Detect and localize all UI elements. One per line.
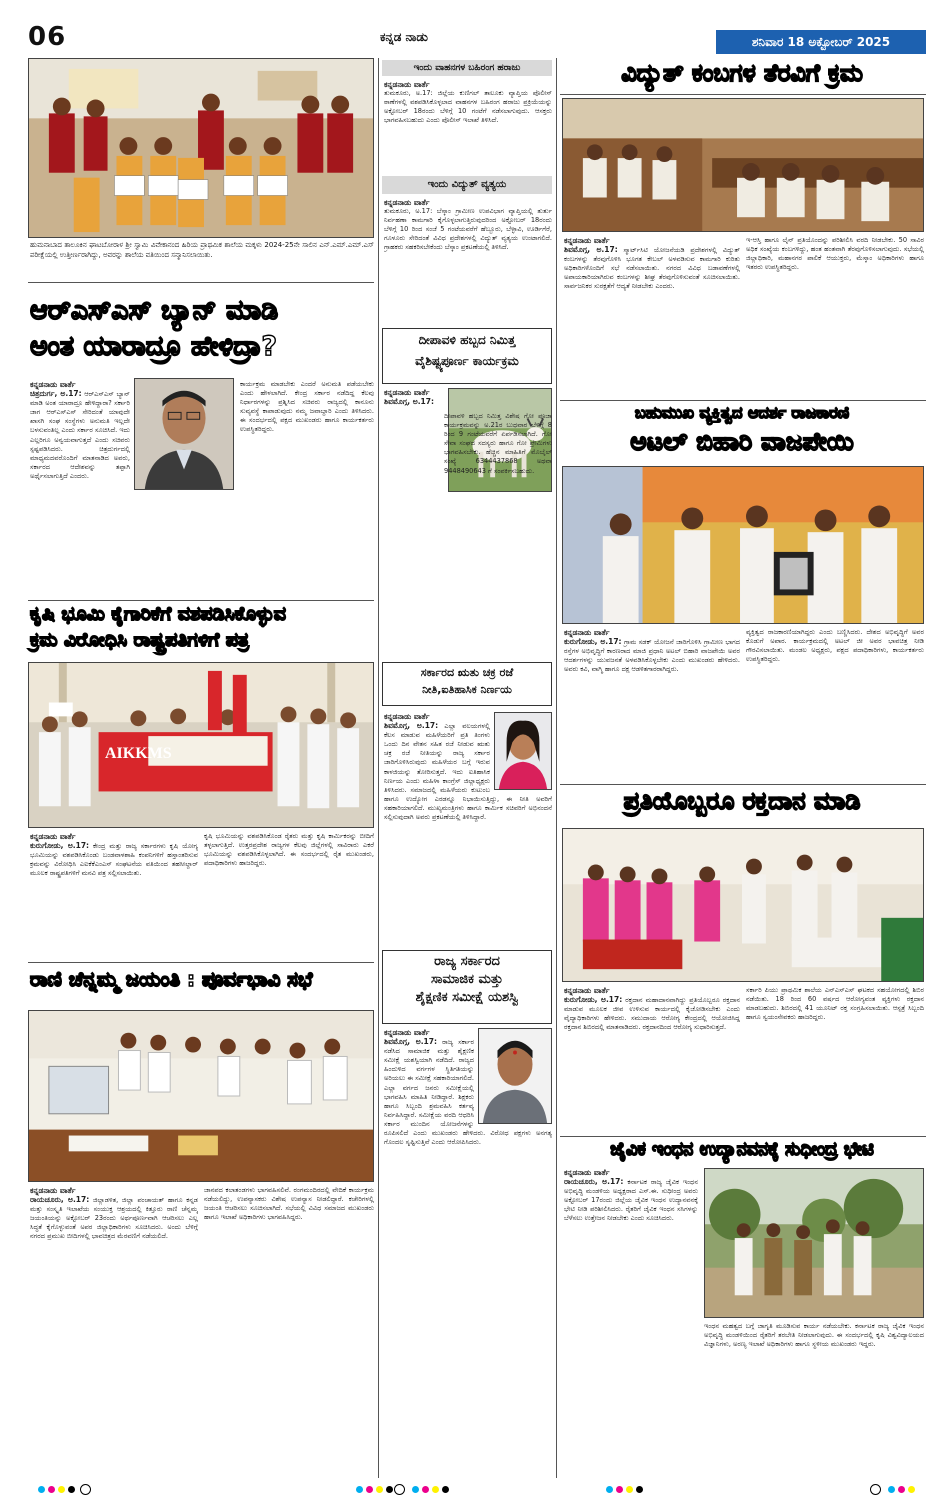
survey-headline-line2: ಸಾಮಾಜಿಕ ಮತ್ತು <box>430 972 504 987</box>
survey-body <box>384 1028 552 1478</box>
survey-dateline: ಶಿವಮೊಗ್ಗ, ಅ.17: <box>384 1037 437 1047</box>
survey-text: ರಾಜ್ಯ ಸರ್ಕಾರ ನಡೆಸಿದ ಸಾಮಾಜಿಕ ಮತ್ತು ಶೈಕ್ಷಣಿಕ ಸಮೀಕ್ಷೆ ಯಶಸ್ವಿಯಾಗಿ ನಡೆದಿದೆ. ರಾಜ್ಯದ ಹಿಂದುಳಿದ ವರ್ಗಗಳ ಸ್ಥಿತಿಗತಿಯನ್ನು ಅರಿಯಲು ಈ ಸಮೀಕ್ಷೆ ಸಹಕಾರಿಯಾಗಲಿದೆ. ಎಲ್ಲಾ ವರ್ಗದ ಜನರು ಸಮೀಕ್ಷೆಯಲ್ಲಿ ಭಾಗವಹಿಸಿ ಮಾಹಿತಿ ನೀಡಿದ್ದಾರೆ. ಶಿಕ್ಷಕರು ಹಾಗೂ ಸಿಬ್ಬಂದಿ ಶ್ರಮವಹಿಸಿ ಕರ್ತವ್ಯ ನಿರ್ವಹಿಸಿದ್ದಾರೆ. ಸಮೀಕ್ಷೆಯ ವರದಿ ಆಧರಿಸಿ ಸರ್ಕಾರ ಮುಂದಿನ ಯೋಜನೆಗಳನ್ನು ರೂಪಿಸಲಿದೆ ಎಂದು ಮುಖಂಡರು ಹೇಳಿದರು. ವಿರೋಧ ಪಕ್ಷಗಳು ಅನಗತ್ಯ ಗೊಂದಲ ಸೃಷ್ಟಿಸುತ್ತಿವೆ ಎಂದು ಆರೋಪಿಸಿದರು. <box>384 1038 552 1147</box>
poles-dateline: ಶಿವಮೊಗ್ಗ, ಅ.17: <box>564 245 618 255</box>
traffic-byline: ಕನ್ನಡನಾಡು ವಾರ್ತೆ <box>384 80 430 89</box>
survey-headline-line1: ರಾಜ್ಯ ಸರ್ಕಾರದ <box>434 954 500 969</box>
column-rule <box>378 58 379 1478</box>
minister-portrait <box>134 378 234 490</box>
biofuel-byline: ಕನ್ನಡನಾಡು ವಾರ್ತೆ <box>564 1168 610 1177</box>
power-cut-text: ತುಮಕೂರು, ಅ.17: ಬೆಸ್ಕಾಂ ಗ್ರಾಮೀಣ ಉಪವಿಭಾಗ ವ್ಯಾಪ್ತಿಯಲ್ಲಿ ತುರ್ತು ನಿರ್ವಹಣಾ ಕಾಮಗಾರಿ ಕೈಗೊಳ್ಳಲಾಗುತ್ತಿರುವುದರಿಂದ ಅಕ್ಟೋಬರ್ 18ರಂದು ಬೆಳಿಗ್ಗೆ 10 ರಿಂದ ಸಂಜೆ 5 ಗಂಟೆಯವರೆಗೆ ಹೆಬ್ಬೂರು, ಬೆಳ್ಳಾವಿ, ಊರ್ಡಿಗೆರೆ, ಗೂಳೂರು ಸೇರಿದಂತೆ ವಿವಿಧ ಪ್ರದೇಶಗಳಲ್ಲಿ ವಿದ್ಯುತ್ ವ್ಯತ್ಯಯ ಉಂಟಾಗಲಿದೆ. ಗ್ರಾಹಕರು ಸಹಕರಿಸಬೇಕೆಂದು ಬೆಸ್ಕಾಂ ಪ್ರಕಟಣೆಯಲ್ಲಿ ತಿಳಿಸಿದೆ. <box>384 207 552 252</box>
atal-body-col2 <box>746 628 924 778</box>
color-registration-center <box>356 1486 393 1493</box>
land-text-1: ಕೇಂದ್ರ ಮತ್ತು ರಾಜ್ಯ ಸರ್ಕಾರಗಳು ಕೃಷಿ ಯೋಗ್ಯ ಭೂಮಿಯನ್ನು ವಶಪಡಿಸಿಕೊಂಡು ಬಂಡವಾಳಶಾಹಿ ಕಂಪನಿಗಳಿಗೆ ಹಸ್ತಾಂತರಿಸುವ ಕ್ರಮವನ್ನು ವಿರೋಧಿಸಿ ಎಐಕೆಕೆಎಂಎಸ್ ಸಂಘಟನೆಯ ವತಿಯಿಂದ ತಹಸೀಲ್ದಾರ್ ಮೂಲಕ ರಾಷ್ಟ್ರಪತಿಗಳಿಗೆ ಮನವಿ ಪತ್ರ ಸಲ್ಲಿಸಲಾಯಿತು. <box>30 842 198 878</box>
rss-text-2: ಕಾರ್ಯಕ್ರಮ ಮಾಡಬೇಕು ಎಂದರೆ ಅನುಮತಿ ಪಡೆಯಬೇಕು ಎಂದು ಹೇಳಲಾಗಿದೆ. ಕೇಂದ್ರ ಸರ್ಕಾರ ನಡೆದಿದ್ದ ಕೆಲವು ನಿರ್ಧಾರಗಳನ್ನು ಪ್ರಶ್ನಿಸಿದ ಸಚಿವರು ರಾಜ್ಯದಲ್ಲಿ ಕಾನೂನು ಸುವ್ಯವಸ್ಥೆ ಕಾಪಾಡುವುದು ನಮ್ಮ ಜವಾಬ್ದಾರಿ ಎಂದು ತಿಳಿಸಿದರು. ಈ ಸಂದರ್ಭದಲ್ಲಿ ಪಕ್ಷದ ಮುಖಂಡರು ಹಾಗೂ ಕಾರ್ಯಕರ್ತರು ಉಪಸ್ಥಿತರಿದ್ದರು. <box>240 380 374 434</box>
color-registration-center2 <box>412 1486 449 1493</box>
poles-headline: ವಿದ್ಯುತ್ ಕಂಬಗಳ ತೆರವಿಗೆ ಕ್ರಮ <box>621 59 863 87</box>
biofuel-body-col1 <box>564 1168 698 1478</box>
chennamma-byline: ಕನ್ನಡನಾಡು ವಾರ್ತೆ <box>30 1186 76 1195</box>
menstrual-headline-line1: ಸರ್ಕಾರದ ಋತು ಚಕ್ರ ರಜೆ <box>420 666 514 679</box>
land-headline-line1: ಕೃಷಿ ಭೂಮಿ ಕೈಗಾರಿಕೆಗೆ ವಶಪಡಿಸಿಕೊಳ್ಳುವ <box>30 603 286 625</box>
atal-headline: ಅಟಲ್ ಬಿಹಾರಿ ವಾಜಪೇಯಿ <box>630 427 854 456</box>
rss-text-1: ಆರ್‌ಎಸ್‌ಎಸ್ ಬ್ಯಾನ್ ಮಾಡಿ ಅಂತ ಯಾರಾದ್ರೂ ಹೇಳಿದ್ದಾರಾ? ಸರ್ಕಾರಿ ಜಾಗ ಆರ್‌ಎಸ್‌ಎಸ್ ಸೇರಿದಂತೆ ಯಾವುದೇ ಖಾಸಗಿ ಸಂಘ ಸಂಸ್ಥೆಗಳು ಅನುಮತಿ ಇಲ್ಲದೇ ಬಳಸುವಂತಿಲ್ಲ ಎಂದು ಸರ್ಕಾರ ಸೂಚಿಸಿದೆ. ಇದು ಎಲ್ಲರಿಗೂ ಅನ್ವಯವಾಗುತ್ತದೆ ಎಂದು ಸಚಿವರು ಸ್ಪಷ್ಟಪಡಿಸಿದರು. ಚಿತ್ರದುರ್ಗದಲ್ಲಿ ಮಾಧ್ಯಮದವರೊಂದಿಗೆ ಮಾತನಾಡಿದ ಅವರು, ಸರ್ಕಾರದ ಆದೇಶವನ್ನು ತಪ್ಪಾಗಿ ಅರ್ಥೈಸಲಾಗುತ್ತಿದೆ ಎಂದರು. <box>30 390 130 480</box>
deepavali-dateline: ಶಿವಮೊಗ್ಗ, ಅ.17: <box>384 397 434 407</box>
poles-text-2: ಇ-ಆಸ್ತಿ ಹಾಗೂ ಲೈನ್ ಪ್ರತಿಯೊಂದನ್ನು ಪರಿಶೀಲಿಸಿ ವರದಿ ನೀಡಬೇಕು. 50 ಸಾವಿರ ಅಧಿಕ ಸಂಖ್ಯೆಯ ಕಂಬಗಳಿದ್ದು, ಹಂತ ಹಂತವಾಗಿ ತೆರವುಗೊಳಿಸಲಾಗುವುದು. ಸಭೆಯಲ್ಲಿ ಜಿಲ್ಲಾಧಿಕಾರಿ, ಮಹಾನಗರ ಪಾಲಿಕೆ ಆಯುಕ್ತರು, ಮೆಸ್ಕಾಂ ಅಧಿಕಾರಿಗಳು ಹಾಗೂ ಇತರರು ಉಪಸ್ಥಿತರಿದ್ದರು. <box>746 236 924 272</box>
rss-headline-line2: ಅಂತ ಯಾರಾದ್ರೂ ಹೇಳಿದ್ರಾ? <box>30 331 278 362</box>
rule <box>28 962 374 963</box>
deepavali-body <box>384 412 552 660</box>
survey-headline-box <box>382 950 552 1024</box>
rss-headline-line1: ಆರ್‌ಎಸ್‌ಎಸ್ ಬ್ಯಾನ್ ಮಾಡಿ <box>30 295 279 326</box>
registration-mark-center <box>394 1484 405 1495</box>
blood-body-col1 <box>564 986 740 1132</box>
aikkms-protest-photo <box>28 662 374 828</box>
atal-text-1: ಗ್ರಾಮ ಸಡಕ್ ಯೋಜನೆ ಜಾರಿಗೊಳಿಸಿ ಗ್ರಾಮೀಣ ಭಾಗದ ರಸ್ತೆಗಳ ಅಭಿವೃದ್ಧಿಗೆ ಕಾರಣರಾದ ಮಾಜಿ ಪ್ರಧಾನಿ ಅಟಲ್ ಬಿಹಾರಿ ವಾಜಪೇಯಿ ಅವರ ಆದರ್ಶಗಳನ್ನು ಯುವಜನತೆ ಅಳವಡಿಸಿಕೊಳ್ಳಬೇಕು ಎಂದು ಮುಖಂಡರು ಹೇಳಿದರು. ಅವರು ಕವಿ, ವಾಗ್ಮಿ ಹಾಗೂ ದಕ್ಷ ಆಡಳಿತಗಾರರಾಗಿದ್ದರು. <box>564 638 740 674</box>
color-registration-far-right <box>888 1486 915 1493</box>
masthead: ಕನ್ನಡ ನಾಡು <box>380 30 428 44</box>
land-body-col2 <box>204 832 374 958</box>
rss-body-col2 <box>240 380 374 598</box>
menstrual-text: ಎಲ್ಲಾ ವಲಯಗಳಲ್ಲಿ ಕೆಲಸ ಮಾಡುವ ಮಹಿಳೆಯರಿಗೆ ಪ್ರತಿ ತಿಂಗಳು ಒಂದು ದಿನ ವೇತನ ಸಹಿತ ರಜೆ ನೀಡುವ ಋತು ಚಕ್ರ ರಜೆ ನೀತಿಯನ್ನು ರಾಜ್ಯ ಸರ್ಕಾರ ಜಾರಿಗೊಳಿಸಿರುವುದು ಮಹಿಳೆಯರ ಬಗ್ಗೆ ಇರುವ ಕಾಳಜಿಯನ್ನು ತೋರಿಸುತ್ತದೆ. ಇದು ಐತಿಹಾಸಿಕ ನಿರ್ಣಯ ಎಂದು ಮಹಿಳಾ ಕಾಂಗ್ರೆಸ್ ಜಿಲ್ಲಾಧ್ಯಕ್ಷರು ತಿಳಿಸಿದರು. ಸಮಾಜದಲ್ಲಿ ಮಹಿಳೆಯರು ಕುಟುಂಬ ಹಾಗೂ ಉದ್ಯೋಗ ಎರಡನ್ನೂ ನಿಭಾಯಿಸುತ್ತಿದ್ದು, ಈ ನೀತಿ ಅವರಿಗೆ ಸಹಕಾರಿಯಾಗಲಿದೆ. ಮುಖ್ಯಮಂತ್ರಿಗಳು ಹಾಗೂ ಕಾರ್ಮಿಕ ಸಚಿವರಿಗೆ ಅಭಿನಂದನೆ ಸಲ್ಲಿಸುವುದಾಗಿ ಅವರು ಪ್ರಕಟಣೆಯಲ್ಲಿ ತಿಳಿಸಿದ್ದಾರೆ. <box>384 722 552 822</box>
traffic-body <box>384 80 552 172</box>
atal-body-col1 <box>564 628 740 778</box>
biofuel-headline: ಜೈವಿಕ ಇಂಧನ ಉದ್ಯಾನವನಕ್ಕೆ ಸುಧೀಂದ್ರ ಭೇಟಿ <box>610 1139 874 1160</box>
deepavali-text: ದೀಪಾವಳಿ ಹಬ್ಬದ ನಿಮಿತ್ತ ವಿಶೇಷ ಗೋ ಪೂಜಾ ಕಾರ್ಯಕ್ರಮವನ್ನು ಅ.21ರ ಬುಧವಾರ ಬೆಳಿಗ್ಗೆ 8 ರಿಂದ 9 ಗಂಟೆಯವರೆಗೆ ಏರ್ಪಡಿಸಲಾಗಿದೆ. ಗೋ ಸೇವಾ ಸಂಘದ ಸದಸ್ಯರು ಹಾಗೂ ಗೋ ಪ್ರೇಮಿಗಳು ಭಾಗವಹಿಸಬೇಕು. ಹೆಚ್ಚಿನ ಮಾಹಿತಿಗೆ ಮೊಬೈಲ್ ಸಂಖ್ಯೆ 6344437868 ಅಥವಾ 9448490643 ಗೆ ಸಂಪರ್ಕಿಸಬಹುದು. <box>444 412 552 475</box>
blood-headline: ಪ್ರತಿಯೊಬ್ಬರೂ ರಕ್ತದಾನ ಮಾಡಿ <box>623 787 861 815</box>
rss-byline: ಕನ್ನಡನಾಡು ವಾರ್ತೆ <box>30 380 76 389</box>
chennamma-headline: ರಾಣಿ ಚೆನ್ನಮ್ಮ ಜಯಂತಿ : ಪೂರ್ವಭಾವಿ ಸಭೆ <box>30 967 313 991</box>
deepavali-headline-box <box>382 328 552 384</box>
blood-text-1: ರಕ್ತದಾನ ಮಹಾದಾನವಾಗಿದ್ದು ಪ್ರತಿಯೊಬ್ಬರೂ ರಕ್ತದಾನ ಮಾಡುವ ಮೂಲಕ ಜೀವ ಉಳಿಸುವ ಕಾರ್ಯದಲ್ಲಿ ಕೈಜೋಡಿಸಬೇಕು ಎಂದು ವೈದ್ಯಾಧಿಕಾರಿಗಳು ಹೇಳಿದರು. ಸಮುದಾಯ ಆರೋಗ್ಯ ಕೇಂದ್ರದಲ್ಲಿ ಆಯೋಜಿಸಿದ್ದ ರಕ್ತದಾನ ಶಿಬಿರದಲ್ಲಿ ಮಾತನಾಡಿದರು. ರಕ್ತದಾನದಿಂದ ಆರೋಗ್ಯ ಸುಧಾರಿಸುತ್ತದೆ. <box>564 996 740 1032</box>
students-caption: ಹುಮನಾಬಾದ ತಾಲೂಕಿನ ಘಾಟಬೋರಾಳ ಶ್ರೀ ಸ್ವಾಮಿ ವಿವೇಕಾನಂದ ಹಿರಿಯ ಪ್ರಾಥಮಿಕ ಶಾಲೆಯ ಮಕ್ಕಳು 2024-25ನೇ ಸಾಲಿನ ಎನ್.ಎಮ್.ಎಮ್.ಎಸ್ ಪರೀಕ್ಷೆಯಲ್ಲಿ ಉತ್ತೀರ್ಣರಾಗಿದ್ದು, ಅವರನ್ನು ಶಾಲೆಯ ವತಿಯಿಂದ ಸನ್ಮಾನಿಸಲಾಯಿತು. <box>30 241 374 259</box>
deepavali-byline: ಕನ್ನಡನಾಡು ವಾರ್ತೆ <box>384 388 430 397</box>
atal-felicitation-photo <box>562 466 924 624</box>
meeting-photo <box>28 1010 374 1182</box>
rss-dateline: ಚಿತ್ರದುರ್ಗ, ಅ.17: <box>30 389 82 399</box>
biofuel-body-col2 <box>704 1322 924 1478</box>
menstrual-headline-line2: ನೀತಿ,ಐತಿಹಾಸಿಕ ನಿರ್ಣಯ <box>422 683 512 696</box>
rule <box>560 94 926 95</box>
poles-text-1: ಸ್ಮಾರ್ಟ್‌ಸಿಟಿ ಯೋಜನೆಯಡಿ ಪ್ರದೇಶಗಳಲ್ಲಿ ವಿದ್ಯುತ್ ಕಂಬಗಳನ್ನು ತೆರವುಗೊಳಿಸಿ ಭೂಗತ ಕೇಬಲ್ ಅಳವಡಿಸುವ ಕಾಮಗಾರಿ ಕುರಿತು ಅಧಿಕಾರಿಗಳೊಂದಿಗೆ ಸಭೆ ನಡೆಸಲಾಯಿತು. ನಗರದ ವಿವಿಧ ಬಡಾವಣೆಗಳಲ್ಲಿ ಅಪಾಯಕಾರಿಯಾಗಿರುವ ಕಂಬಗಳನ್ನು ಶೀಘ್ರ ತೆರವುಗೊಳಿಸುವಂತೆ ಸೂಚಿಸಲಾಯಿತು. ಸಾರ್ವಜನಿಕರ ಸುರಕ್ಷತೆಗೆ ಆದ್ಯತೆ ನೀಡಬೇಕು ಎಂದರು. <box>564 246 740 291</box>
issue-date: ಶನಿವಾರ 18 ಅಕ್ಟೋಬರ್ 2025 <box>716 30 926 54</box>
atal-byline: ಕನ್ನಡನಾಡು ವಾರ್ತೆ <box>564 628 610 637</box>
deepavali-headline-line1: ದೀಪಾವಳಿ ಹಬ್ಬದ ನಿಮಿತ್ತ <box>418 333 516 347</box>
menstrual-headline-box <box>382 662 552 706</box>
power-cut-byline: ಕನ್ನಡನಾಡು ವಾರ್ತೆ <box>384 198 430 207</box>
survey-headline-line3: ಶೈಕ್ಷಣಿಕ ಸಮೀಕ್ಷೆ ಯಶಸ್ವಿ <box>415 990 519 1005</box>
page-number: 06 <box>28 22 67 52</box>
poles-body-col2 <box>746 236 924 396</box>
rule <box>560 400 926 401</box>
survey-byline: ಕನ್ನಡನಾಡು ವಾರ್ತೆ <box>384 1028 430 1037</box>
rule <box>560 1136 926 1137</box>
blood-byline: ಕನ್ನಡನಾಡು ವಾರ್ತೆ <box>564 986 610 995</box>
blood-dateline: ಕುರುಗೋಡು, ಅ.17: <box>564 995 623 1005</box>
biofuel-text-1: ಕರ್ನಾಟಕ ರಾಜ್ಯ ಜೈವಿಕ ಇಂಧನ ಅಭಿವೃದ್ಧಿ ಮಂಡಳಿಯ ಅಧ್ಯಕ್ಷರಾದ ಎಸ್.ಈ. ಸುಧೀಂದ್ರ ಅವರು ಅಕ್ಟೋಬರ್ 17ರಂದು ಜಿಲ್ಲೆಯ ಜೈವಿಕ ಇಂಧನ ಉದ್ಯಾನವನಕ್ಕೆ ಭೇಟಿ ನೀಡಿ ಪರಿಶೀಲಿಸಿದರು. ರೈತರಿಗೆ ಜೈವಿಕ ಇಂಧನ ಸಸಿಗಳನ್ನು ಬೆಳೆಸಲು ಉತ್ತೇಜನ ನೀಡಬೇಕು ಎಂದು ಸೂಚಿಸಿದರು. <box>564 1178 698 1223</box>
chennamma-body-col1 <box>30 1186 198 1476</box>
deepavali-headline-line2: ವೈಶಿಷ್ಟ್ಯಪೂರ್ಣ ಕಾರ್ಯಕ್ರಮ <box>415 354 519 368</box>
rule <box>560 784 926 785</box>
power-cut-body <box>384 198 552 322</box>
biofuel-dateline: ರಾಯಚೂರು, ಅ.17: <box>564 1177 624 1187</box>
traffic-text: ತುಮಕೂರು, ಅ.17: ಜಿಲ್ಲೆಯ ಕುಣಿಗಲ್ ತಾಲೂಕು ವ್ಯಾಪ್ತಿಯ ಪೊಲೀಸ್ ಠಾಣೆಗಳಲ್ಲಿ ವಶಪಡಿಸಿಕೊಳ್ಳಲಾದ ವಾಹನಗಳ ಬಹಿರಂಗ ಹರಾಜು ಪ್ರಕ್ರಿಯೆಯನ್ನು ಅಕ್ಟೋಬರ್ 18ರಂದು ಬೆಳಿಗ್ಗೆ 10 ಗಂಟೆಗೆ ನಡೆಸಲಾಗುವುದು. ಆಸಕ್ತರು ಭಾಗವಹಿಸಬಹುದು ಎಂದು ಪೊಲೀಸ್ ಇಲಾಖೆ ತಿಳಿಸಿದೆ. <box>384 89 552 125</box>
chennamma-text-2: ಜಾನಪದ ಕಲಾತಂಡಗಳು ಭಾಗವಹಿಸಲಿವೆ. ರಂಗಮಂದಿರದಲ್ಲಿ ವೇದಿಕೆ ಕಾರ್ಯಕ್ರಮ ನಡೆಯಲಿದ್ದು, ಉಪನ್ಯಾಸಕರು ವಿಶೇಷ ಉಪನ್ಯಾಸ ನೀಡಲಿದ್ದಾರೆ. ಕಚೇರಿಗಳಲ್ಲಿ ಜಯಂತಿ ಆಚರಿಸಲು ಸೂಚಿಸಲಾಗಿದೆ. ಸಭೆಯಲ್ಲಿ ವಿವಿಧ ಸಮಾಜದ ಮುಖಂಡರು ಹಾಗೂ ಇಲಾಖೆ ಅಧಿಕಾರಿಗಳು ಭಾಗವಹಿಸಿದ್ದರು. <box>204 1186 374 1222</box>
rule <box>28 600 374 601</box>
chennamma-dateline: ರಾಯಚೂರು, ಅ.17: <box>30 1195 90 1205</box>
menstrual-dateline: ಶಿವಮೊಗ್ಗ, ಅ.17: <box>384 721 439 731</box>
menstrual-body <box>384 712 552 946</box>
blood-text-2: ಸರ್ಕಾರಿ ಪಿಯು ಪ್ರಾಥಮಿಕ ಶಾಲೆಯ ಎನ್‌ಎಸ್‌ಎಸ್ ಘಟಕದ ಸಹಯೋಗದಲ್ಲಿ ಶಿಬಿರ ನಡೆಯಿತು. 18 ರಿಂದ 60 ವರ್ಷದ ಆರೋಗ್ಯವಂತ ವ್ಯಕ್ತಿಗಳು ರಕ್ತದಾನ ಮಾಡಬಹುದು. ಶಿಬಿರದಲ್ಲಿ 41 ಯೂನಿಟ್ ರಕ್ತ ಸಂಗ್ರಹಿಸಲಾಯಿತು. ಆಸ್ಪತ್ರೆ ಸಿಬ್ಬಂದಿ ಹಾಗೂ ಸ್ವಯಂಸೇವಕರು ಹಾಜರಿದ್ದರು. <box>746 986 924 1022</box>
registration-mark-right <box>870 1484 881 1495</box>
land-byline: ಕನ್ನಡನಾಡು ವಾರ್ತೆ <box>30 832 76 841</box>
aikkms-banner-text: AIKKMS <box>105 745 172 762</box>
color-registration-left <box>38 1486 75 1493</box>
land-text-2: ಕೃಷಿ ಭೂಮಿಯನ್ನು ವಶಪಡಿಸಿಕೊಂಡ ರೈತರು ಮತ್ತು ಕೃಷಿ ಕಾರ್ಮಿಕರನ್ನು ಬೀದಿಗೆ ತಳ್ಳಲಾಗುತ್ತಿದೆ. ಉತ್ತರಪ್ರದೇಶ ರಾಜ್ಯಗಳ ಕೆಲವು ಜಿಲ್ಲೆಗಳಲ್ಲಿ ಸಾವಿರಾರು ಎಕರೆ ಭೂಮಿಯನ್ನು ವಶಪಡಿಸಿಕೊಳ್ಳಲಾಗಿದೆ. ಈ ಸಂದರ್ಭದಲ್ಲಿ ರೈತ ಮುಖಂಡರು, ಪದಾಧಿಕಾರಿಗಳು ಹಾಜರಿದ್ದರು. <box>204 832 374 868</box>
poles-byline: ಕನ್ನಡನಾಡು ವಾರ್ತೆ <box>564 236 610 245</box>
officials-meeting-photo <box>562 98 924 232</box>
power-cut-headline: ಇಂದು ವಿದ್ಯುತ್ ವ್ಯತ್ಯಯ <box>382 176 552 194</box>
registration-mark-left <box>80 1484 91 1495</box>
poles-body-col1 <box>564 236 740 396</box>
page-header <box>0 0 945 56</box>
blood-camp-photo <box>562 828 924 982</box>
rule <box>28 282 374 283</box>
biofuel-park-photo <box>704 1168 924 1318</box>
rss-body-col1 <box>30 380 130 598</box>
column-rule <box>556 58 557 1478</box>
color-registration-right <box>606 1486 643 1493</box>
land-body-col1 <box>30 832 198 958</box>
traffic-headline: ಇಂದು ವಾಹನಗಳ ಬಹಿರಂಗ ಹರಾಜು <box>382 60 552 76</box>
blood-body-col2 <box>746 986 924 1132</box>
chennamma-body-col2 <box>204 1186 374 1476</box>
atal-text-2: ವ್ಯಕ್ತಿತ್ವದ ರಾಜಕಾರಣಿಯಾಗಿದ್ದರು ಎಂದು ಬಣ್ಣಿಸಿದರು. ದೇಶದ ಅಭಿವೃದ್ಧಿಗೆ ಅವರ ಕೊಡುಗೆ ಅಪಾರ. ಕಾರ್ಯಕ್ರಮದಲ್ಲಿ ಅಟಲ್ ಜೀ ಅವರ ಭಾವಚಿತ್ರ ನೀಡಿ ಗೌರವಿಸಲಾಯಿತು. ಮಂಡಲ ಅಧ್ಯಕ್ಷರು, ಪಕ್ಷದ ಪದಾಧಿಕಾರಿಗಳು, ಕಾರ್ಯಕರ್ತರು ಉಪಸ್ಥಿತರಿದ್ದರು. <box>746 628 924 664</box>
atal-kicker: ಬಹುಮುಖ ವ್ಯಕ್ತಿತ್ವದ ಆದರ್ಶ ರಾಜಕಾರಣಿ <box>634 403 850 422</box>
atal-dateline: ಕುರುಗೋಡು, ಅ.17: <box>564 637 622 647</box>
chennamma-text-1: ಜಿಲ್ಲಾಡಳಿತ, ಜಿಲ್ಲಾ ಪಂಚಾಯತ್ ಹಾಗೂ ಕನ್ನಡ ಮತ್ತು ಸಂಸ್ಕೃತಿ ಇಲಾಖೆಯ ಸಂಯುಕ್ತ ಆಶ್ರಯದಲ್ಲಿ ಕಿತ್ತೂರು ರಾಣಿ ಚೆನ್ನಮ್ಮ ಜಯಂತಿಯನ್ನು ಅಕ್ಟೋಬರ್ 23ರಂದು ಅರ್ಥಪೂರ್ಣವಾಗಿ ಆಚರಿಸಲು ಎಲ್ಲ ಸಿದ್ಧತೆ ಕೈಗೊಳ್ಳುವಂತೆ ಅಪರ ಜಿಲ್ಲಾಧಿಕಾರಿಗಳು ಸೂಚಿಸಿದರು. ಅಂದು ಬೆಳಿಗ್ಗೆ ನಗರದ ಪ್ರಮುಖ ಬೀದಿಗಳಲ್ಲಿ ಭಾವಚಿತ್ರದ ಮೆರವಣಿಗೆ ನಡೆಯಲಿದೆ. <box>30 1196 198 1241</box>
land-dateline: ಕುರುಗೋಡು, ಅ.17: <box>30 841 90 851</box>
menstrual-byline: ಕನ್ನಡನಾಡು ವಾರ್ತೆ <box>384 712 430 721</box>
biofuel-text-2: ಇಂಧನ ಮಹತ್ವದ ಬಗ್ಗೆ ಜಾಗೃತಿ ಮೂಡಿಸುವ ಕಾರ್ಯ ನಡೆಯಬೇಕು. ಕರ್ನಾಟಕ ರಾಜ್ಯ ಜೈವಿಕ ಇಂಧನ ಅಭಿವೃದ್ಧಿ ಮಂಡಳಿಯಿಂದ ರೈತರಿಗೆ ತರಬೇತಿ ನೀಡಲಾಗುವುದು. ಈ ಸಂದರ್ಭದಲ್ಲಿ ಕೃಷಿ ವಿಶ್ವವಿದ್ಯಾಲಯದ ವಿಜ್ಞಾನಿಗಳು, ಅರಣ್ಯ ಇಲಾಖೆ ಅಧಿಕಾರಿಗಳು ಹಾಗೂ ಸ್ಥಳೀಯ ಮುಖಂಡರು ಇದ್ದರು. <box>704 1322 924 1349</box>
students-photo <box>28 58 374 238</box>
land-headline-line2: ಕ್ರಮ ವಿರೋಧಿಸಿ ರಾಷ್ಟ್ರಪತಿಗಳಿಗೆ ಪತ್ರ <box>30 629 249 651</box>
